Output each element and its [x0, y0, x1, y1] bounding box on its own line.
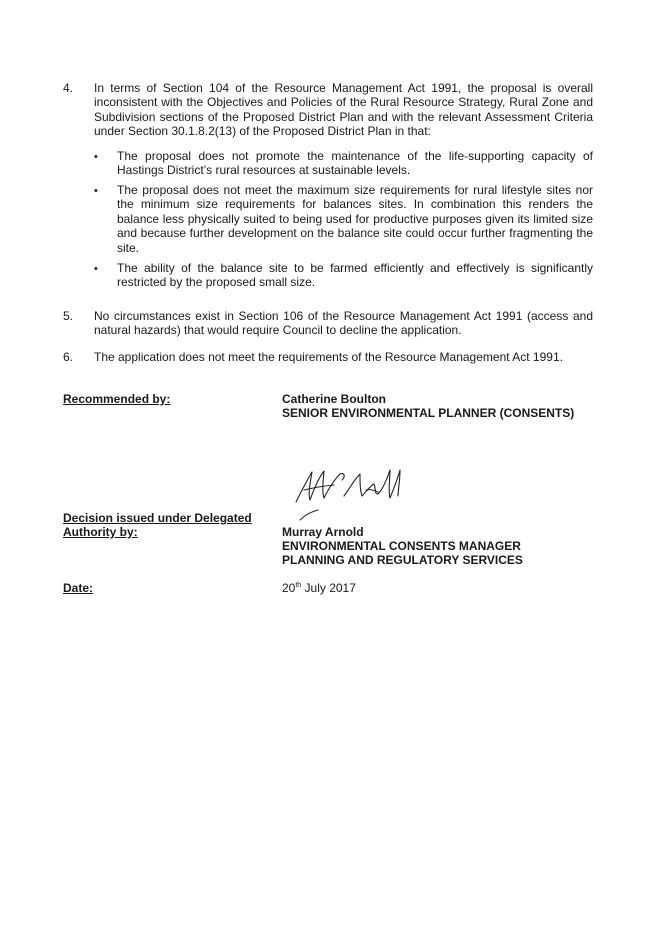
decision-name: Murray Arnold [282, 525, 364, 539]
signature [290, 466, 406, 522]
decision-title-line2: PLANNING AND REGULATORY SERVICES [282, 553, 523, 567]
bullet-text: The proposal does not meet the maximum size requirements for rural lifestyle sites nor the minimum size requirements for balances sites. In combination this renders the balance less physically suited to being used for productive purposes given its limited size and because further development on the balance site could occur further fragmenting the site. [117, 183, 593, 255]
decision-title-line1: ENVIRONMENTAL CONSENTS MANAGER [282, 539, 521, 553]
recommended-label: Recommended by: [63, 392, 171, 406]
bullet-text: The ability of the balance site to be farmed efficiently and effectively is significantly restricted by the proposed small size. [117, 261, 593, 290]
item-number: 4. [63, 81, 74, 95]
recommender-title: SENIOR ENVIRONMENTAL PLANNER (CONSENTS) [282, 406, 575, 420]
recommender-name: Catherine Boulton [282, 392, 386, 406]
date-rest: July 2017 [301, 581, 356, 595]
item-paragraph: In terms of Section 104 of the Resource Management Act 1991, the proposal is overall inconsistent with the Objectives and Policies of the Rural Resource Strategy, Rural Zone and Subdivision sections of the Proposed District Plan and with the relevant Assessment Criteria under Section 30.1.8.2(13) of the Proposed District Plan in that: [94, 81, 593, 139]
bullet-mark: • [94, 151, 98, 163]
date-value [282, 581, 602, 595]
bullet-mark: • [94, 263, 98, 275]
decision-label-line2: Authority by: [63, 525, 138, 539]
decision-label-line1: Decision issued under Delegated [63, 511, 252, 525]
date-day: 20 [282, 581, 296, 595]
date-label: Date: [63, 581, 94, 595]
item-number: 5. [63, 309, 74, 323]
date-suffix: th [295, 582, 302, 589]
bullet-mark: • [94, 185, 98, 197]
item-paragraph: The application does not meet the requirements of the Resource Management Act 1991. [94, 350, 563, 364]
item-paragraph: No circumstances exist in Section 106 of the Resource Management Act 1991 (access and natural hazards) that would require Council to decline the application. [94, 309, 593, 338]
bullet-text: The proposal does not promote the maintenance of the life-supporting capacity of Hastings District’s rural resources at sustainable levels. [117, 149, 593, 178]
item-number: 6. [63, 350, 74, 364]
